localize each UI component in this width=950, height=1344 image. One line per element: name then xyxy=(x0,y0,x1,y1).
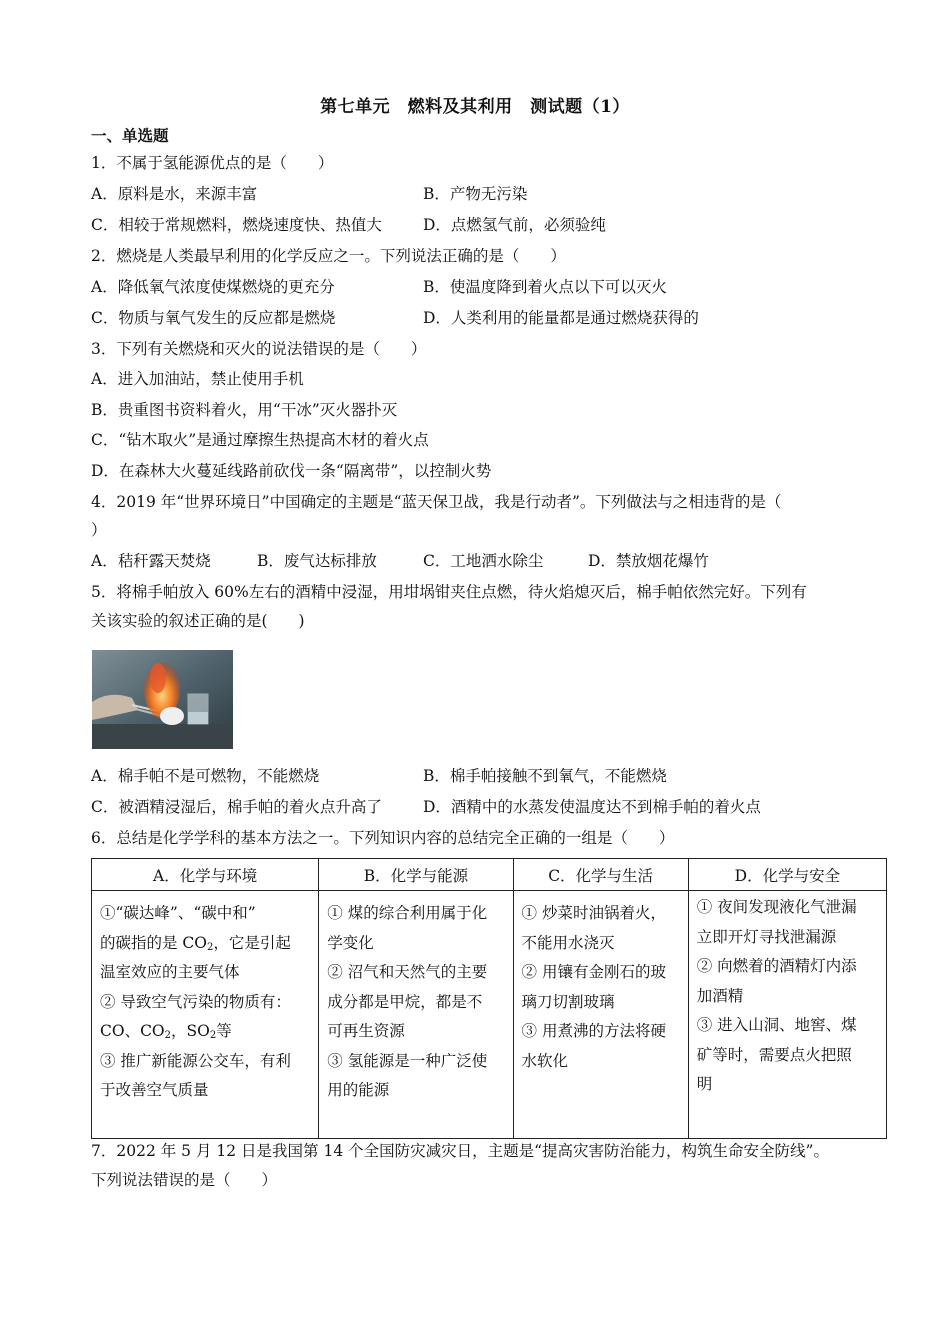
cell-d-line: 立即开灯寻找泄漏源 xyxy=(696,927,837,946)
page-title: 第七单元 燃料及其利用 测试题（1） xyxy=(320,97,630,117)
table-cell-b xyxy=(319,891,513,1139)
question-6-table xyxy=(91,858,887,1139)
cell-a-line: 温室效应的主要气体 xyxy=(100,963,240,981)
question-5-option-a: A．棉手帕不是可燃物，不能燃烧 xyxy=(91,767,320,785)
question-1-option-d: D．点燃氢气前，必须验纯 xyxy=(423,216,606,234)
cell-d-line: ② 向燃着的酒精灯内添 xyxy=(696,957,857,975)
table-cell-c xyxy=(513,891,688,1139)
table-header-c: C．化学与生活 xyxy=(513,859,688,891)
cell-c-line: ① 炒菜时油锅着火， xyxy=(521,904,666,922)
cell-a-line: ② 导致空气污染的物质有： xyxy=(100,992,291,1011)
question-2-option-c: C．物质与氧气发生的反应都是燃烧 xyxy=(91,309,336,327)
question-2-option-d: D．人类利用的能量都是通过燃烧获得的 xyxy=(423,309,699,327)
question-4-option-a: A．秸秆露天焚烧 xyxy=(91,552,211,570)
question-5-option-b: B．棉手帕接触不到氧气，不能燃烧 xyxy=(423,767,667,785)
question-3-option-c: C．“钻木取火”是通过摩擦生热提高木材的着火点 xyxy=(91,431,429,449)
table-row xyxy=(92,891,887,1139)
question-2-option-b: B．使温度降到着火点以下可以灭火 xyxy=(423,278,667,296)
question-1-option-b: B．产物无污染 xyxy=(423,185,528,203)
table-header-b: B．化学与能源 xyxy=(319,859,513,891)
question-7-stem-continued: 下列说法错误的是（ ） xyxy=(91,1171,278,1189)
question-5-option-d: D．酒精中的水蒸发使温度达不到棉手帕的着火点 xyxy=(423,798,761,816)
question-4-option-b: B．废气达标排放 xyxy=(257,552,377,570)
question-3-stem: 3．下列有关燃烧和灭火的说法错误的是（ ） xyxy=(91,340,427,358)
cell-b-line: 学变化 xyxy=(327,933,374,952)
question-5-option-c: C．被酒精浸湿后，棉手帕的着火点升高了 xyxy=(91,798,382,816)
cell-b-line: 成分都是甲烷，都是不 xyxy=(327,992,483,1011)
question-7-stem: 7．2022 年 5 月 12 日是我国第 14 个全国防灾减灾日，主题是“提高灾害防治能力，构筑生命安全防线”。 xyxy=(91,1142,829,1160)
cell-c-line: 璃刀切割玻璃 xyxy=(521,992,615,1011)
cell-a-line: 于改善空气质量 xyxy=(100,1081,209,1099)
question-2-stem: 2．燃烧是人类最早利用的化学反应之一。下列说法正确的是（ ） xyxy=(91,247,566,265)
question-1-stem: 1．不属于氢能源优点的是（ ） xyxy=(91,154,334,172)
cell-a-line: CO、$CO_2$，$SO_2$等 xyxy=(100,1022,232,1041)
table-header-row xyxy=(92,859,887,891)
cell-d-line: 矿等时，需要点火把照 xyxy=(696,1045,852,1064)
cell-a-line: 的碳指的是 $CO_2$，它是引起 xyxy=(100,933,291,953)
table-header-d: D．化学与安全 xyxy=(688,859,886,891)
cell-b-line: ① 煤的综合利用属于化 xyxy=(327,904,488,922)
question-4-stem: 4．2019 年“世界环境日”中国确定的主题是“蓝天保卫战，我是行动者”。下列做法与之相违背的是（ xyxy=(91,493,782,511)
cell-d-line: 明 xyxy=(696,1075,713,1093)
cell-d-line: 加酒精 xyxy=(696,986,744,1005)
table-cell-d xyxy=(688,891,886,1139)
cell-d-line: ③ 进入山洞、地窖、煤 xyxy=(696,1016,857,1034)
cell-a-line: ③ 推广新能源公交车，有利 xyxy=(100,1051,291,1070)
question-4-option-c: C．工地洒水除尘 xyxy=(423,552,544,570)
cell-c-line: 不能用水浇灭 xyxy=(521,933,615,952)
question-1-option-c: C．相较于常规燃料，燃烧速度快、热值大 xyxy=(91,216,382,234)
cell-a-line: ①“碳达峰”、“碳中和” xyxy=(100,904,256,922)
table-header-a: A．化学与环境 xyxy=(92,859,319,891)
question-4-option-d: D．禁放烟花爆竹 xyxy=(588,552,709,570)
question-6-stem: 6．总结是化学学科的基本方法之一。下列知识内容的总结完全正确的一组是（ ） xyxy=(91,829,675,847)
cell-b-line: ③ 氢能源是一种广泛使 xyxy=(327,1051,488,1070)
question-3-option-a: A．进入加油站，禁止使用手机 xyxy=(91,370,304,388)
question-4-stem-continued: ） xyxy=(91,521,107,539)
cell-d-line: ① 夜间发现液化气泄漏 xyxy=(696,898,857,916)
question-5-stem-continued: 关该实验的叙述正确的是( ) xyxy=(91,612,305,630)
cell-c-line: 水软化 xyxy=(521,1051,569,1070)
experiment-photo xyxy=(92,650,233,749)
cell-b-line: ② 沼气和天然气的主要 xyxy=(327,963,488,981)
section-heading: 一、单选题 xyxy=(91,126,169,145)
question-3-option-d: D．在森林大火蔓延线路前砍伐一条“隔离带”，以控制火势 xyxy=(91,462,492,480)
cell-b-line: 用的能源 xyxy=(327,1081,390,1099)
question-3-option-b: B．贵重图书资料着火，用“干冰”灭火器扑灭 xyxy=(91,401,398,419)
table-cell-a xyxy=(92,891,319,1139)
cell-c-line: ③ 用煮沸的方法将硬 xyxy=(521,1022,666,1040)
cell-b-line: 可再生资源 xyxy=(327,1022,405,1040)
question-5-stem: 5．将棉手帕放入 60%左右的酒精中浸湿，用坩埚钳夹住点燃，待火焰熄灭后，棉手帕依然完好。下列有 xyxy=(91,583,807,601)
question-2-option-a: A．降低氧气浓度使煤燃烧的更充分 xyxy=(91,278,335,296)
question-1-option-a: A．原料是水，来源丰富 xyxy=(91,185,258,203)
cell-c-line: ② 用镶有金刚石的玻 xyxy=(521,963,666,981)
